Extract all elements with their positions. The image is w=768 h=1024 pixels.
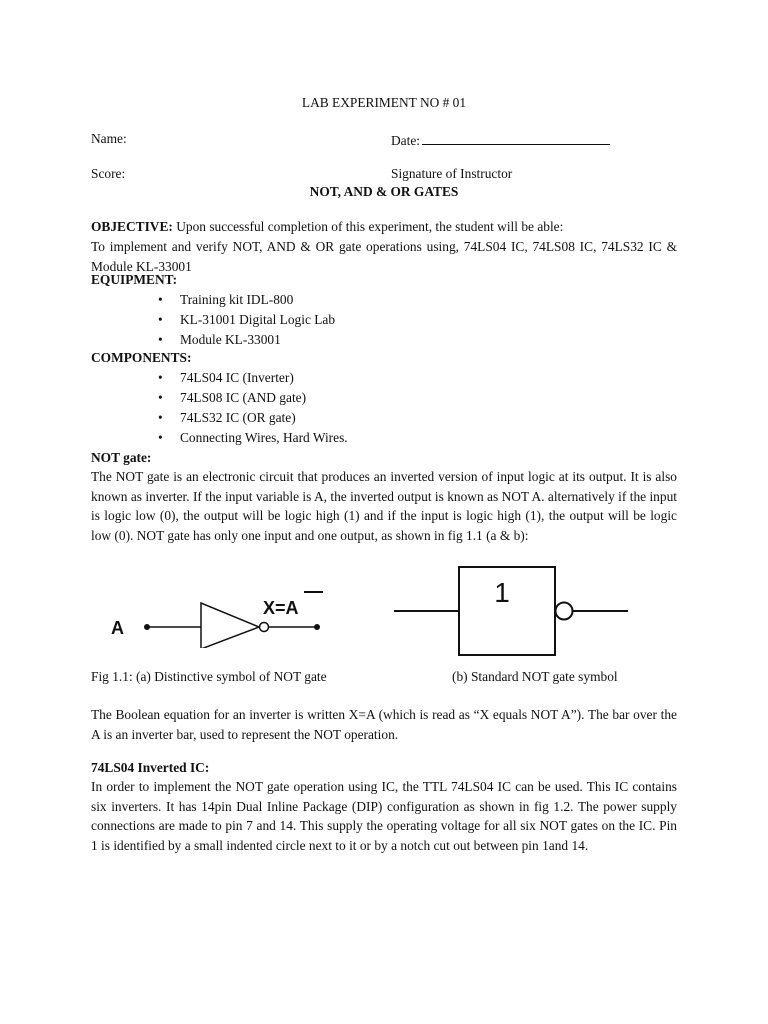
triangle-shape — [201, 603, 259, 648]
objective-line — [91, 219, 563, 235]
score-label: Score: — [91, 166, 126, 181]
not-gate-standard-symbol — [392, 562, 632, 666]
output-label: X=A — [263, 598, 299, 618]
not-gate-description: The NOT gate is an electronic circuit that produces an inverted version of input logic at its output. It is also known as inverter. If the input variable is A, the inverted output is known as NOT A. alternatively if the input is logic low (0), the output will be logic high (1) and if the input is logic high (1), the output will be logic low (0). NOT gate has only one input and one output, as shown in fig 1.1 (a & b): — [91, 469, 677, 543]
equipment-heading: EQUIPMENT: — [91, 272, 178, 287]
inversion-bubble — [260, 623, 269, 632]
date-underline — [422, 131, 610, 145]
output-node — [314, 624, 320, 630]
figure-caption-b: (b) Standard NOT gate symbol — [452, 669, 618, 684]
objective-text: To implement and verify NOT, AND & OR gate operations using, 74LS04 IC, 74LS08 IC, 74LS32 IC & Module KL-33001 — [91, 239, 677, 274]
name-label: Name: — [91, 131, 127, 146]
not-gate-distinctive-symbol — [105, 586, 345, 648]
not-gate-heading: NOT gate: — [91, 450, 152, 465]
boolean-description: The Boolean equation for an inverter is written X=A (which is read as “X equals NOT A”). The bar over the A is an inverter bar, used to represent the NOT operation. — [91, 707, 677, 742]
ic-description: In order to implement the NOT gate operation using IC, the TTL 74LS04 IC can be used. This IC contains six inverters. It has 14pin Dual Inline Package (DIP) configuration as shown in fig 1.2. The power supply connections are made to pin 7 and 14. This supply the operating voltage for all six NOT gates on the IC. Pin 1 is identified by a small indented circle next to it or by a notch cut out between pin 1and 14. — [91, 779, 677, 853]
page-title: LAB EXPERIMENT NO # 01 — [301, 95, 467, 110]
date-field — [391, 131, 610, 149]
section-subtitle: NOT, AND & OR GATES — [309, 184, 459, 199]
signature-label: Signature of Instructor — [391, 166, 513, 181]
components-heading: COMPONENTS: — [91, 350, 192, 365]
objective-label: OBJECTIVE: — [91, 219, 173, 234]
gate-number: 1 — [494, 577, 510, 608]
figure-caption-a: Fig 1.1: (a) Distinctive symbol of NOT gate — [91, 669, 327, 684]
date-label: Date: — [391, 133, 420, 148]
inversion-bubble — [556, 603, 573, 620]
input-label-a: A — [111, 618, 124, 638]
objective-intro: Upon successful completion of this experiment, the student will be able: — [176, 219, 564, 234]
ic-heading: 74LS04 Inverted IC: — [91, 760, 210, 775]
